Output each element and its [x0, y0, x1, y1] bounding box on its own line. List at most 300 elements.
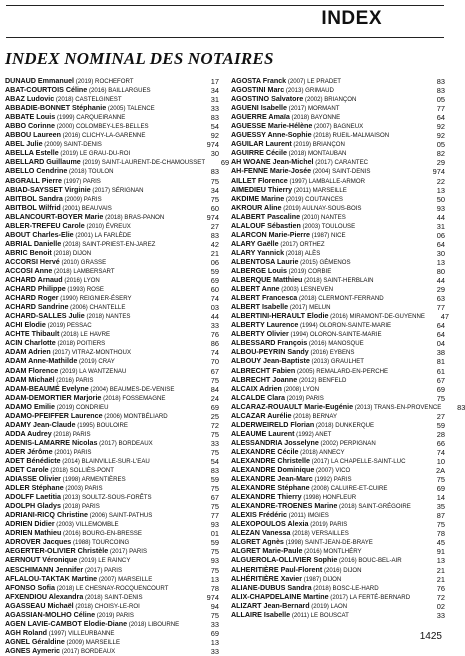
index-entry [5, 394, 219, 403]
index-entry [231, 357, 445, 366]
department-number: 93 [436, 203, 445, 213]
notary-name: AGUIRRE Cécile [231, 149, 287, 158]
notary-name: ABRIC Benoit [5, 248, 52, 257]
entry-text [231, 448, 423, 457]
department-number: 76 [210, 330, 219, 340]
notary-name: ADENIS-LAMARRE Nicolas [5, 438, 98, 447]
notary-location: (2018) TOULON [67, 168, 114, 176]
notary-name: AGASSEAU Michaël [5, 601, 74, 610]
notary-name: ALGRET Marie-Paule [231, 547, 303, 556]
entry-text [5, 538, 197, 547]
index-entry [5, 95, 219, 104]
index-entry [231, 122, 445, 131]
notary-location: (2011) MARSEILLE [292, 186, 347, 194]
notary-location: (2016) BOURG-EN-BRESSE [61, 530, 142, 538]
entry-text [231, 113, 423, 122]
notary-name: AGUESSE Marie-Hélène [231, 122, 313, 131]
notary-location: (2007) LE PRADET [286, 78, 342, 85]
index-entry [5, 294, 219, 303]
index-entry [5, 575, 219, 584]
department-number: 54 [210, 122, 219, 132]
entry-text [231, 195, 423, 204]
department-number: 80 [436, 266, 445, 276]
entry-text [5, 611, 197, 620]
notary-name: ADET Bénédicte [5, 456, 61, 465]
department-number: 31 [436, 221, 445, 231]
entry-text [5, 385, 197, 394]
notary-location: (2001) PARIS [52, 448, 92, 456]
department-number: 33 [210, 619, 219, 629]
index-entry [231, 339, 445, 348]
department-number: 13 [210, 574, 219, 584]
notary-name: ALBOUY Jean-Baptiste [231, 357, 310, 366]
department-number: 83 [436, 86, 445, 96]
department-number: 34 [210, 86, 219, 96]
index-entry [231, 321, 445, 330]
department-number: 67 [436, 375, 445, 385]
index-entry [5, 556, 219, 565]
index-entry [5, 104, 219, 113]
index-entry [231, 484, 445, 493]
notary-location: (2017) MORMANT [286, 105, 340, 113]
notary-name: ALIX-CHAPDELAINE Martine [231, 592, 329, 601]
notary-name: ALBERQUE Matthieu [231, 276, 303, 285]
entry-text [231, 122, 423, 131]
department-number: 30 [210, 149, 219, 159]
department-number: 13 [436, 556, 445, 566]
index-entry [231, 104, 445, 113]
index-entry [231, 502, 445, 511]
notary-name: ABLANCOURT-BOYER Marie [5, 212, 104, 221]
index-entry [5, 140, 219, 149]
index-entry [5, 448, 219, 457]
department-number: 974 [206, 212, 219, 222]
index-entry [231, 186, 445, 195]
index-entry [5, 367, 219, 376]
notary-name: ACHARD Roger [5, 294, 59, 303]
department-number: 83 [210, 466, 219, 476]
department-number: 67 [210, 366, 219, 376]
entry-text [231, 249, 423, 258]
notary-location: (1997) LAMBALLE-ARMOR [287, 177, 365, 185]
index-entry [5, 430, 219, 439]
department-number: 29 [436, 158, 445, 168]
entry-text [5, 104, 197, 113]
department-number: 44 [436, 276, 445, 286]
entry-text [231, 77, 423, 86]
index-entry [231, 276, 445, 285]
notary-location: (1992) ANET [294, 430, 332, 438]
department-number: 69 [436, 484, 445, 494]
notary-name: ACHARD Sandrine [5, 303, 69, 312]
notary-location: (2005) TALENCE [106, 105, 155, 113]
notary-location: (2003) TOULOUSE [300, 222, 356, 230]
index-entry [5, 77, 219, 86]
notary-name: ALEXANDRE Christelle [231, 456, 310, 465]
notary-name: AESCHIMANN Jennifer [5, 565, 84, 574]
index-header [0, 8, 450, 30]
notary-name: ACIN Charlotte [5, 339, 56, 348]
notary-location: (1997) VILLEURBANNE [47, 629, 115, 637]
department-number: 21 [436, 565, 445, 575]
index-entry [231, 611, 445, 620]
entry-text [5, 647, 197, 656]
notary-name: ALEZAN Vanessa [231, 529, 291, 538]
index-entry [5, 412, 219, 421]
notary-location: (2017) BORDEAUX [60, 647, 116, 655]
entry-text [5, 240, 197, 249]
department-number: 60 [210, 203, 219, 213]
notary-name: ADAMO-PFEIFFER Laurence [5, 411, 103, 420]
entry-text [231, 520, 423, 529]
notary-location: (2019) PESSAC [45, 322, 92, 330]
index-entry [231, 167, 445, 176]
department-number: 94 [210, 601, 219, 611]
index-entry [231, 303, 445, 312]
notary-name: AGNEL Géraldine [5, 637, 65, 646]
entry-text [5, 484, 197, 493]
entry-text [5, 457, 197, 466]
entry-text [231, 267, 423, 276]
notary-name: ADER Jérôme [5, 447, 53, 456]
entry-text [231, 339, 423, 348]
entry-text [5, 593, 197, 602]
notary-location: (2018) LE HAVRE [59, 331, 111, 339]
index-entry [5, 321, 219, 330]
department-number: 21 [436, 574, 445, 584]
notary-location: (2015) GÉMENOS [298, 258, 351, 266]
entry-text [231, 204, 423, 213]
notary-name: ACCORSI Hervé [5, 257, 60, 266]
index-entry [231, 249, 445, 258]
department-number: 69 [436, 384, 445, 394]
entry-text [231, 385, 423, 394]
notary-name: ALBERGE Louis [231, 266, 287, 275]
entry-text [231, 321, 423, 330]
entry-text [231, 403, 443, 412]
notary-location: (2019) PARIS [308, 521, 348, 529]
department-number: 75 [210, 447, 219, 457]
notary-name: ALEXANDRE Dominique [231, 466, 315, 475]
department-number: 77 [210, 511, 219, 521]
entry-text [5, 186, 197, 195]
index-entry [5, 484, 219, 493]
index-entry [5, 638, 219, 647]
notary-location: (2017) CARANTEC [313, 159, 369, 167]
notary-location: (2005) REMALARD-EN-PERCHE [295, 367, 389, 375]
index-entry [231, 77, 445, 86]
index-entry [5, 167, 219, 176]
entry-text [5, 86, 197, 95]
index-entry [5, 357, 219, 366]
department-number: 64 [436, 321, 445, 331]
index-entry [5, 177, 219, 186]
notary-location: (2017) LA CHAPELLE-SAINT-LUC [309, 457, 406, 465]
entry-text [5, 285, 197, 294]
department-number: 92 [210, 131, 219, 141]
department-number: 2A [435, 466, 445, 476]
entry-text [5, 213, 197, 222]
index-entry [231, 240, 445, 249]
index-entry [5, 376, 219, 385]
notary-name: ADRIANI-RICQ Christine [5, 511, 88, 520]
notary-name: AGUILAR Laurent [231, 140, 292, 149]
department-number: 06 [436, 230, 445, 240]
department-number: 86 [210, 339, 219, 349]
department-number: 74 [436, 447, 445, 457]
notary-location: (2018) BRAS-PANON [103, 213, 165, 221]
notary-location: (2019) SAINT-LAURENT-DE-CHAMOUSSET [80, 159, 206, 167]
index-entry [231, 493, 445, 502]
index-entry [231, 294, 445, 303]
notary-location: (1990) REIGNIER-ÉSERY [58, 295, 132, 303]
notary-location: (2018) LAMBERSART [52, 267, 115, 275]
entry-text [231, 502, 423, 511]
notary-location: (2007) MARSEILLE [97, 575, 153, 583]
department-number: 92 [436, 131, 445, 141]
department-number: 83 [457, 402, 465, 412]
entry-text [5, 131, 197, 140]
entry-text [231, 131, 423, 140]
index-entry [5, 520, 219, 529]
notary-name: ADROVER Jacques [5, 538, 72, 547]
index-entry [5, 86, 219, 95]
department-number: 75 [210, 429, 219, 439]
notary-name: ABOUT Charles-Elie [5, 230, 74, 239]
index-entry [5, 240, 219, 249]
notary-location: (2003) LESNEVEN [279, 286, 334, 294]
index-entry [5, 186, 219, 195]
notary-name: AKROUR Aline [231, 203, 282, 212]
entry-text [231, 547, 423, 556]
entry-text [231, 457, 423, 466]
notary-name: ALBENTOSA Laurie [231, 257, 299, 266]
department-number: 78 [210, 583, 219, 593]
notary-name: ABELLO Cendrine [5, 167, 68, 176]
department-number: 38 [436, 348, 445, 358]
index-entry [231, 285, 445, 294]
entry-text [5, 448, 197, 457]
entry-text [5, 376, 197, 385]
entry-text [231, 140, 423, 149]
notary-location: (1987) NICE [309, 231, 346, 239]
department-number: 69 [210, 276, 219, 286]
index-entry [231, 412, 445, 421]
entry-text [5, 113, 197, 122]
notary-name: ALEXANDRE-TROENES Marine [231, 502, 338, 511]
notary-location: (2018) BAYONNE [289, 114, 341, 122]
notary-location: (2007) VICO [314, 467, 351, 475]
entry-text [5, 149, 197, 158]
index-entry [5, 258, 219, 267]
notary-name: ALIANE-DUBUS Sandra [231, 583, 312, 592]
entry-text [5, 466, 197, 475]
notary-name: ABEL Julie [5, 140, 43, 149]
department-number: 29 [436, 285, 445, 295]
notary-name: ABBATE Louis [5, 113, 56, 122]
notary-location: (2018) CASTELGINEST [54, 96, 122, 104]
department-number: 75 [210, 502, 219, 512]
entry-text [5, 511, 197, 520]
index-entry [5, 249, 219, 258]
department-number: 75 [210, 194, 219, 204]
notary-location: (2018) PARIS [51, 430, 91, 438]
notary-name: ABBOU Laureen [5, 131, 61, 140]
notary-location: (2003) PARIS [63, 485, 103, 493]
entry-text [231, 584, 423, 593]
entry-text [231, 484, 423, 493]
department-number: 66 [436, 438, 445, 448]
entry-text [5, 321, 197, 330]
notary-location: (2001) BEAUVAIS [60, 204, 112, 212]
notary-name: ALBERT Francesca [231, 294, 298, 303]
notary-name: ABAZ Ludovic [5, 95, 55, 104]
department-number: 67 [210, 493, 219, 503]
entry-text [5, 95, 197, 104]
index-entry [5, 348, 219, 357]
notary-location: (2016) MONTLHÉRY [302, 548, 362, 556]
department-number: 72 [210, 420, 219, 430]
department-number: 75 [210, 565, 219, 575]
index-entry [5, 593, 219, 602]
department-number: 05 [436, 95, 445, 105]
notary-name: ADET Carole [5, 466, 49, 475]
index-entry [231, 556, 445, 565]
department-number: 92 [436, 122, 445, 132]
notary-name: ABBO Corinne [5, 122, 55, 131]
department-number: 14 [436, 493, 445, 503]
department-number: 17 [210, 77, 219, 86]
department-number: 10 [436, 456, 445, 466]
notary-location: (2018) BERNAY [291, 412, 338, 420]
index-entry [231, 113, 445, 122]
index-entry [231, 538, 445, 547]
entry-text [5, 529, 197, 538]
department-number: 84 [210, 384, 219, 394]
index-entry [231, 448, 445, 457]
department-number: 44 [210, 312, 219, 322]
notary-location: (2010) ÉVREUX [84, 222, 131, 230]
notary-name: AGASSIAN-MOLHO Céline [5, 610, 96, 619]
entry-text [231, 611, 423, 620]
index-entry [5, 566, 219, 575]
notary-location: (2018) LIBOURNE [127, 620, 180, 628]
department-number: 05 [436, 140, 445, 150]
notary-location: (2017) BORDEAUX [97, 439, 153, 447]
notary-name: AGNES Aymeric [5, 646, 61, 655]
index-entry [5, 602, 219, 611]
right-column [231, 77, 465, 620]
index-entry [5, 511, 219, 520]
entry-text [5, 195, 197, 204]
index-entry [5, 204, 219, 213]
index-entry [231, 602, 445, 611]
notary-location: (2000) COLOMBEY-LES-BELLES [55, 123, 149, 131]
index-entry [231, 158, 445, 167]
notary-name: ALBERTINI-HERAULT Elodie [231, 312, 329, 321]
entry-text [231, 466, 423, 475]
department-number: 13 [436, 257, 445, 267]
department-number: 974 [432, 167, 445, 177]
entry-text [231, 538, 423, 547]
entry-text [5, 547, 197, 556]
entry-text [5, 367, 197, 376]
entry-text [231, 575, 423, 584]
notary-location: (2016) BAILLARGUES [87, 87, 151, 95]
entry-text [5, 158, 207, 167]
entry-text [5, 312, 197, 321]
notary-name: ABLER-TREFEU Carole [5, 221, 85, 230]
index-entry [5, 421, 219, 430]
notary-location: (2004) SAINT-DENIS [311, 168, 371, 176]
department-number: 77 [436, 303, 445, 313]
entry-text [231, 149, 423, 158]
index-entry [5, 629, 219, 638]
department-number: 42 [210, 239, 219, 249]
index-entry [5, 285, 219, 294]
index-entry [231, 348, 445, 357]
entry-text [5, 638, 197, 647]
notary-name: AH WOANE Jean-Michel [231, 158, 314, 167]
entry-text [5, 394, 197, 403]
notary-name: DUNAUD Emmanuel [5, 77, 75, 85]
notary-name: ALEXANDRE Cécile [231, 447, 299, 456]
notary-name: ALBERT Isabelle [231, 303, 289, 312]
department-number: 59 [210, 266, 219, 276]
index-entry [231, 511, 445, 520]
index-entry [5, 403, 219, 412]
department-number: 75 [210, 176, 219, 186]
notary-name: ALARY Gaëlle [231, 239, 279, 248]
notary-location: (2018) ANNECY [298, 448, 345, 456]
notary-location: (1998) HONFLEUR [301, 494, 357, 502]
index-entry [5, 538, 219, 547]
department-number: 69 [210, 628, 219, 638]
entry-text [5, 294, 197, 303]
notary-name: ALLAIRE Isabelle [231, 610, 291, 619]
entry-text [5, 357, 197, 366]
index-entry [231, 149, 445, 158]
notary-name: ALEXIS Frédéric [231, 511, 287, 520]
entry-text [231, 222, 423, 231]
notary-location: (2001) LA FARLÈDE [73, 231, 132, 239]
entry-text [5, 403, 197, 412]
department-number: 13 [436, 185, 445, 195]
index-entry [5, 457, 219, 466]
notary-location: (1997) PARIS [62, 177, 101, 185]
notary-location: (2016) PARIS [54, 376, 94, 384]
department-number: 59 [210, 475, 219, 485]
notary-name: ALGUEROLA-OLLIVIER Sophie [231, 556, 338, 565]
entry-text [231, 357, 423, 366]
department-number: 77 [436, 104, 445, 114]
notary-location: (2008) CALUIRE-ET-CUIRE [309, 485, 388, 493]
department-number: 27 [436, 411, 445, 421]
department-number: 30 [436, 248, 445, 258]
notary-name: AGOSTA Franck [231, 77, 287, 85]
department-number: 83 [436, 77, 445, 86]
entry-text [231, 376, 423, 385]
notary-location: (2018) CHOISY-LE-ROI [73, 602, 140, 610]
department-number: 64 [436, 113, 445, 123]
department-number: 74 [210, 348, 219, 358]
department-number: 75 [210, 375, 219, 385]
notary-name: AGEN LAVIE-CAMBOT Elodie-Diane [5, 619, 128, 628]
entry-text [5, 330, 197, 339]
notary-name: ADAM Anne-Mathilde [5, 357, 78, 366]
notary-location: (2013) SOULTZ-SOUS-FORÊTS [60, 494, 152, 502]
department-number: 75 [436, 393, 445, 403]
